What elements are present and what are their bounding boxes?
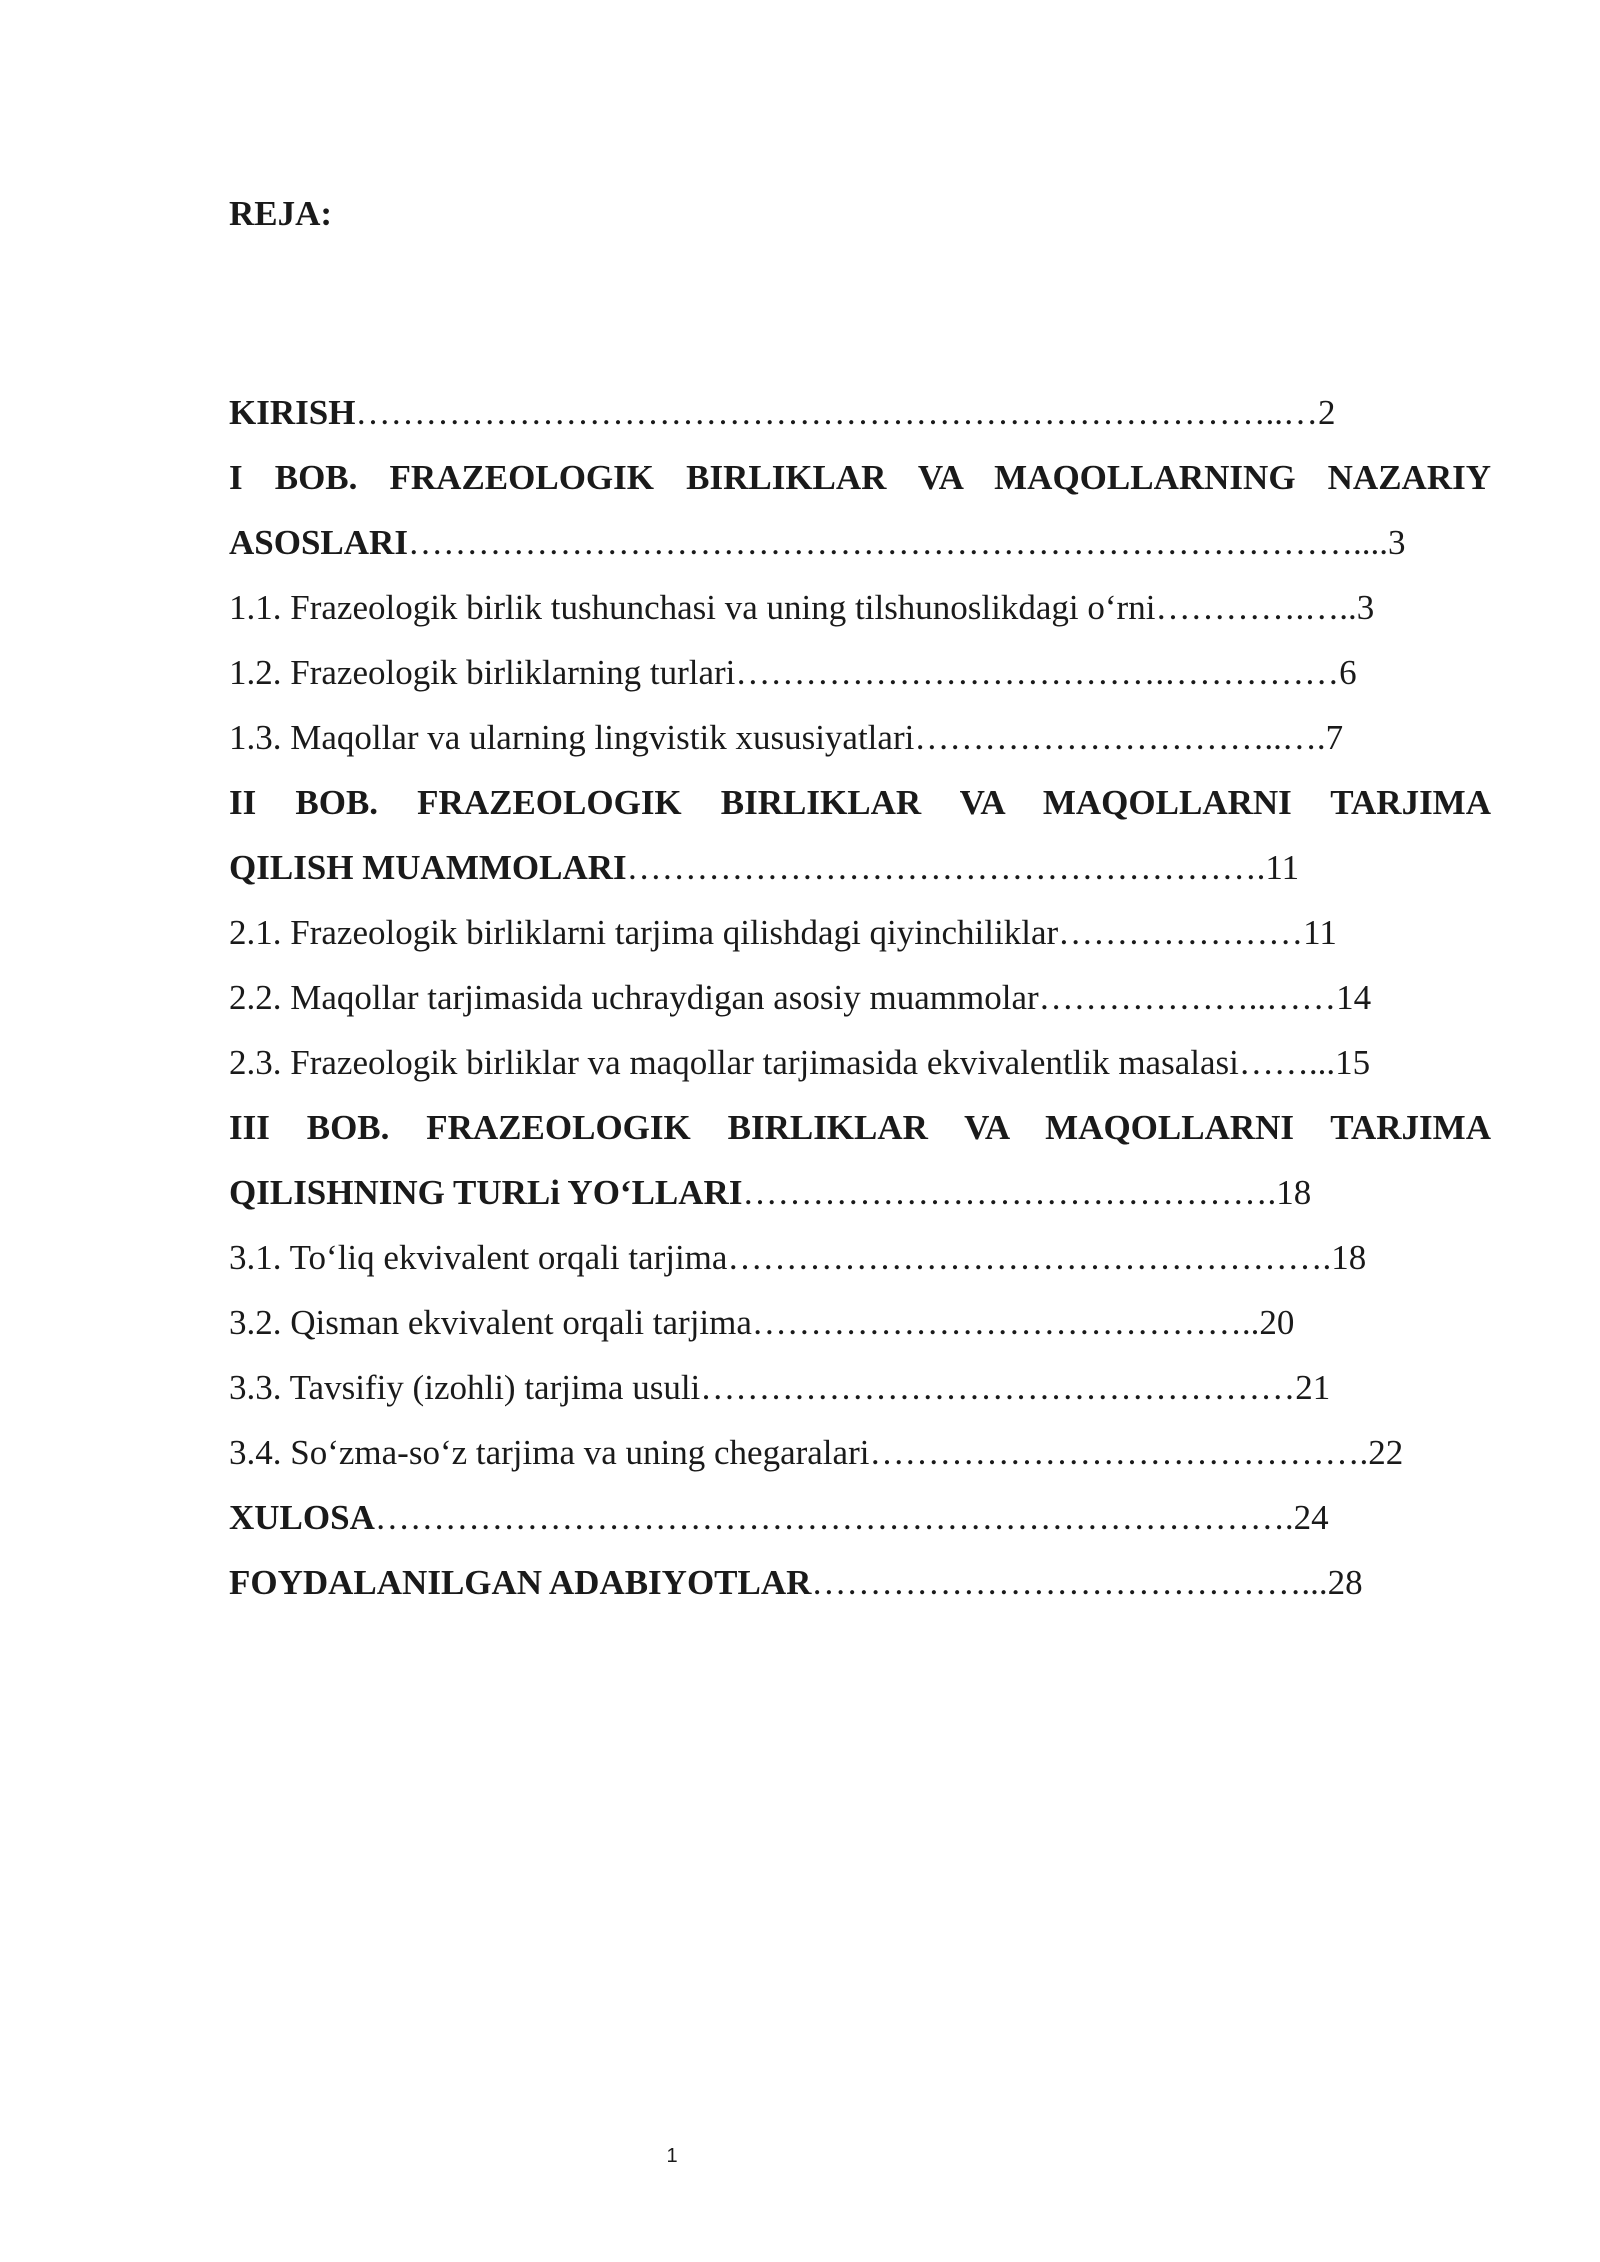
toc-leader-dots: ……………………………………………. — [727, 1238, 1332, 1277]
toc-page-number: 3 — [1356, 588, 1375, 627]
toc-entry-1-2 — [229, 640, 1491, 705]
toc-page-number: 20 — [1259, 1303, 1295, 1342]
page-number: 1 — [666, 2145, 678, 2167]
toc-chapter-1-line-1 — [229, 445, 1491, 510]
toc-leader-dots: ……………………………………………………………………….... — [407, 523, 1388, 562]
toc-entry-xulosa — [229, 1485, 1491, 1550]
toc-entry-title: FOYDALANILGAN ADABIYOTLAR — [229, 1563, 812, 1602]
toc-entry-title: XULOSA — [229, 1498, 375, 1537]
toc-chapter-2-line-1 — [229, 770, 1491, 835]
toc-page-number: 3 — [1387, 523, 1406, 562]
toc-page-number: 24 — [1293, 1498, 1329, 1537]
toc-entry-3-4 — [229, 1420, 1491, 1485]
toc-page-number: 11 — [1265, 848, 1300, 887]
toc-page-number: 18 — [1276, 1173, 1312, 1212]
toc-entry-title: 2.3. Frazeologik birliklar va maqollar tarjimasida ekvivalentlik masalasi — [229, 1043, 1239, 1082]
toc-chapter-title: III BOB. FRAZEOLOGIK BIRLIKLAR VA MAQOLLARNI TARJIMA — [229, 1108, 1491, 1147]
toc-leader-dots: ……………………………….…………… — [735, 653, 1340, 692]
toc-entry-2-3 — [229, 1030, 1491, 1095]
toc-entry-1-1 — [229, 575, 1491, 640]
toc-leader-dots: ……………………………………... — [811, 1563, 1328, 1602]
toc-leader-dots: ……………………………………. — [869, 1433, 1369, 1472]
toc-chapter-1-line-2 — [229, 510, 1491, 575]
toc-page-number: 28 — [1327, 1563, 1363, 1602]
toc-page-number: 14 — [1336, 978, 1372, 1017]
toc-entry-title: 3.4. So‘zma-so‘z tarjima va uning chegaralari — [229, 1433, 870, 1472]
toc-chapter-2-line-2 — [229, 835, 1491, 900]
toc-chapter-title: I BOB. FRAZEOLOGIK BIRLIKLAR VA MAQOLLARNING NAZARIY — [229, 458, 1491, 497]
toc-chapter-title-continued: QILISHNING TURLi YO‘LLARI — [229, 1173, 743, 1212]
toc-entry-2-2 — [229, 965, 1491, 1030]
toc-leader-dots: ………………..…… — [1038, 978, 1337, 1017]
toc-leader-dots: ………………………………………. — [742, 1173, 1277, 1212]
toc-entry-1-3 — [229, 705, 1491, 770]
toc-entry-title: 1.2. Frazeologik birliklarning turlari — [229, 653, 736, 692]
toc-page-number: 22 — [1368, 1433, 1404, 1472]
toc-chapter-title: II BOB. FRAZEOLOGIK BIRLIKLAR VA MAQOLLARNI TARJIMA — [229, 783, 1491, 822]
toc-leader-dots: ………………… — [1058, 913, 1304, 952]
toc-entry-3-3 — [229, 1355, 1491, 1420]
toc-leader-dots: ……………………………………………………………………. — [374, 1498, 1294, 1537]
toc-leader-dots: ………………………………………………. — [626, 848, 1266, 887]
toc-page-number: 18 — [1331, 1238, 1367, 1277]
toc-entry-3-1 — [229, 1225, 1491, 1290]
toc-leader-dots: …………………………………….. — [751, 1303, 1260, 1342]
toc-page-number: 6 — [1339, 653, 1357, 692]
toc-entry-title: 1.3. Maqollar va ularning lingvistik xususiyatlari — [229, 718, 915, 757]
toc-chapter-title-continued: QILISH MUAMMOLARI — [229, 848, 627, 887]
table-of-contents — [229, 380, 1491, 1615]
toc-page-number: 11 — [1303, 913, 1337, 952]
toc-entry-title: 3.1. To‘liq ekvivalent orqali tarjima — [229, 1238, 728, 1277]
toc-entry-title: 2.2. Maqollar tarjimasida uchraydigan asosiy muammolar — [229, 978, 1039, 1017]
toc-page-number: 7 — [1325, 718, 1344, 757]
toc-leader-dots: ……………………………………………………………………..… — [355, 393, 1318, 432]
toc-entry-2-1 — [229, 900, 1491, 965]
toc-chapter-title-continued: ASOSLARI — [229, 523, 408, 562]
toc-entry-title: 1.1. Frazeologik birlik tushunchasi va uning tilshunoslikdagi o‘rni — [229, 588, 1156, 627]
toc-entry-title: 2.1. Frazeologik birliklarni tarjima qilishdagi qiyinchiliklar — [229, 913, 1059, 952]
toc-chapter-3-line-1 — [229, 1095, 1491, 1160]
toc-chapter-3-line-2 — [229, 1160, 1491, 1225]
toc-page-number: 21 — [1295, 1368, 1331, 1407]
toc-page-number: 15 — [1335, 1043, 1371, 1082]
toc-entry-title: 3.2. Qisman ekvivalent orqali tarjima — [229, 1303, 752, 1342]
toc-entry-adabiyotlar — [229, 1550, 1491, 1615]
toc-page-number: 2 — [1317, 393, 1336, 432]
toc-leader-dots: …………………………………………… — [700, 1368, 1296, 1407]
toc-entry-title: KIRISH — [229, 393, 356, 432]
toc-entry-title: 3.3. Tavsifiy (izohli) tarjima usuli — [229, 1368, 701, 1407]
toc-leader-dots: ………….….. — [1155, 588, 1357, 627]
toc-leader-dots: …………………………..…. — [914, 718, 1326, 757]
toc-entry-3-2 — [229, 1290, 1491, 1355]
page-heading: REJA: — [229, 194, 333, 233]
toc-entry-kirish — [229, 380, 1491, 445]
toc-leader-dots: ……... — [1238, 1043, 1336, 1082]
